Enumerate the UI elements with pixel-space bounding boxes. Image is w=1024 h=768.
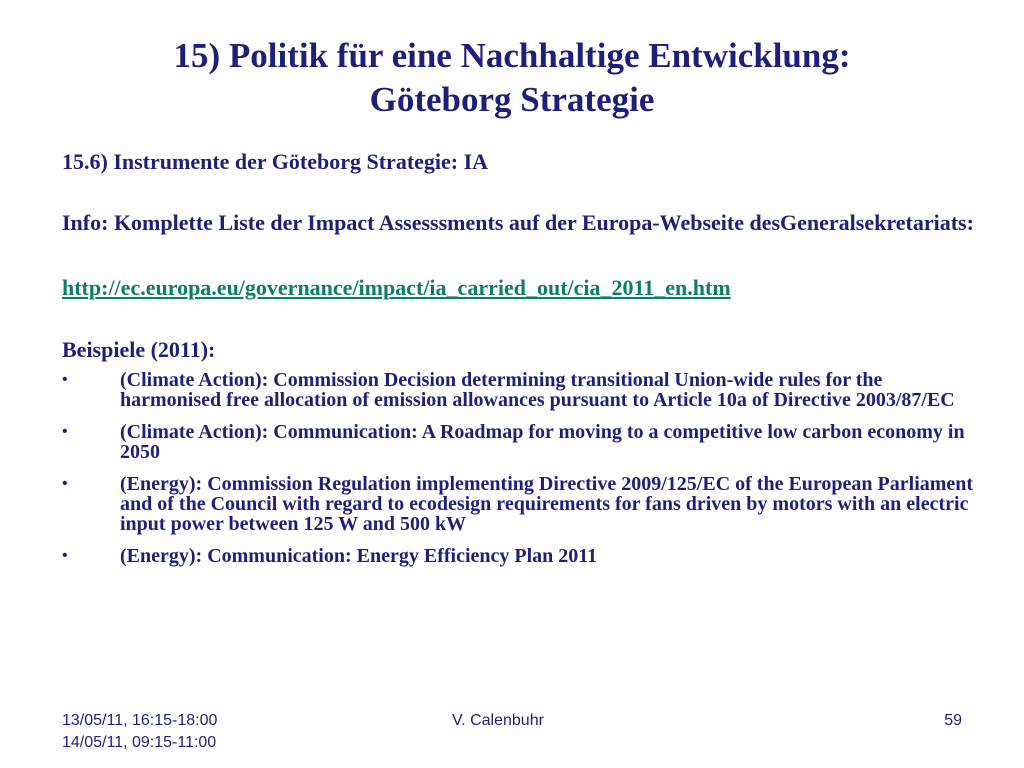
list-item-text: (Climate Action): Communication: A Roadmap for moving to a competitive low carbon economy in 2050	[120, 421, 965, 463]
list-item-text: (Energy): Communication: Energy Efficiency Plan 2011	[120, 545, 598, 567]
list-item-text: (Climate Action): Commission Decision determining transitional Union-wide rules for the harmonised free allocation of emission allowances pursuant to Article 10a of Directive 2003/87/EC	[120, 369, 955, 411]
list-item-text: (Energy): Commission Regulation implementing Directive 2009/125/EC of the European Parliament and of the Council with regard to ecodesign requirements for fans driven by motors with an electric input power between 125 W and 500 kW	[120, 473, 974, 535]
footer-dates	[62, 710, 217, 754]
examples-list	[62, 370, 982, 566]
section-subtitle: 15.6) Instrumente der Göteborg Strategie: IA	[62, 149, 489, 174]
footer-date-2: 14/05/11, 09:15-11:00	[62, 734, 217, 751]
examples-heading: Beispiele (2011):	[62, 337, 216, 362]
title-line-1: 15) Politik für eine Nachhaltige Entwicklung:	[173, 36, 851, 75]
list-item	[62, 474, 982, 534]
list-item	[62, 546, 982, 566]
slide-title	[60, 34, 964, 122]
impact-assessment-link[interactable]: http://ec.europa.eu/governance/impact/ia_carried_out/cia_2011_en.htm	[62, 275, 731, 300]
list-item	[62, 370, 982, 410]
footer-page-number: 59	[944, 712, 962, 729]
slide-content	[62, 148, 982, 578]
info-paragraph: Info: Komplette Liste der Impact Assesssments auf der Europa-Webseite desGeneralsekretariats:	[62, 210, 974, 235]
list-item	[62, 422, 982, 462]
bullet-icon: •	[62, 475, 68, 492]
bullet-icon: •	[62, 547, 68, 564]
title-line-2: Göteborg Strategie	[369, 80, 655, 119]
footer-date-1: 13/05/11, 16:15-18:00	[62, 712, 218, 729]
bullet-icon: •	[62, 423, 68, 440]
bullet-icon: •	[62, 371, 68, 388]
footer-author: V. Calenbuhr	[452, 712, 544, 729]
